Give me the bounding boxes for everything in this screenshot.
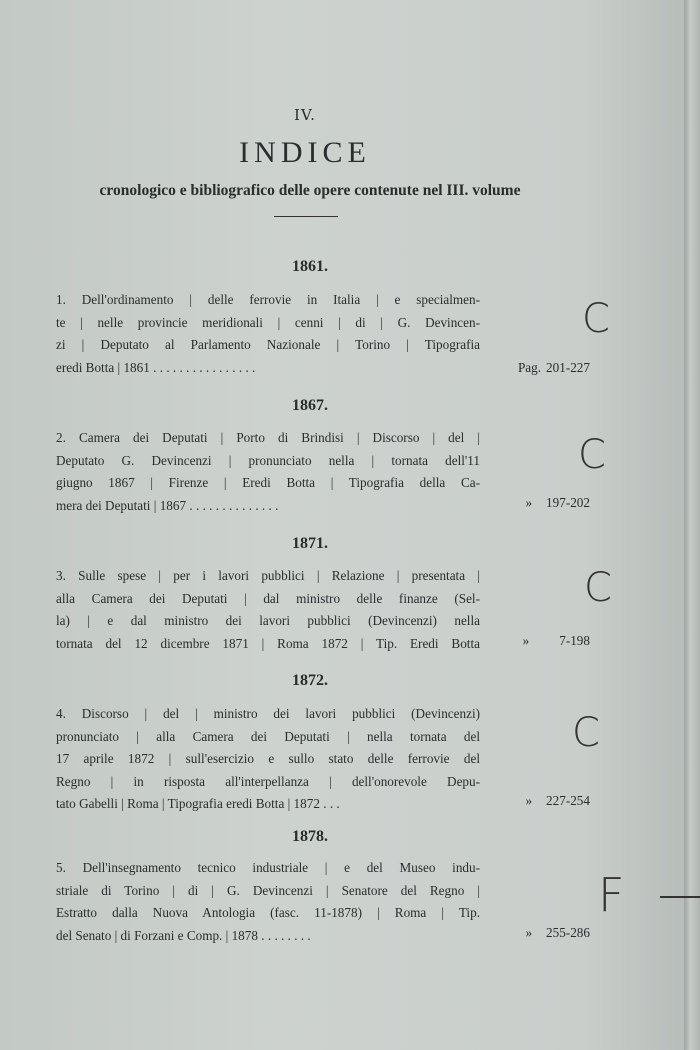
handwritten-mark: C — [572, 710, 600, 756]
year-heading: 1861. — [292, 258, 328, 275]
page-edge — [684, 0, 700, 1050]
entry-line: tornata del 12 dicembre 1871 | Roma 1872 | Tip. Eredi Botta — [56, 635, 480, 651]
handwritten-mark: C — [584, 565, 612, 611]
entry-line: 4. Discorso | del | ministro dei lavori pubblici (Devincenzi) — [56, 706, 480, 721]
entry-line: 2. Camera dei Deputati | Porto di Brindisi | Discorso | del | — [56, 430, 480, 445]
handwritten-dash — [660, 896, 700, 898]
page-range — [440, 793, 590, 809]
entry-line: del Senato | di Forzani e Comp. | 1878 . . . . . . . . — [56, 927, 311, 943]
index-entry — [56, 857, 480, 947]
entry-line: giugno 1867 | Firenze | Eredi Botta | Tipografia della Ca- — [56, 475, 480, 490]
entry-line: Regno | in risposta all'interpellanza | dell'onorevole Depu- — [56, 773, 480, 789]
handwritten-mark: F — [598, 868, 625, 922]
page-prefix: » — [525, 495, 533, 510]
page-prefix: » — [525, 793, 533, 808]
page-numbers: 7-198 — [559, 633, 590, 648]
entry-line: la) | e dal ministro dei lavori pubblici (Devincenzi) nella — [56, 613, 480, 628]
page-subtitle: cronologico e bibliografico delle opere contenute nel III. volume — [99, 182, 521, 199]
index-entry — [56, 565, 480, 655]
page-prefix: » — [525, 925, 533, 940]
year-heading: 1878. — [292, 828, 328, 845]
page-range — [440, 360, 590, 376]
page-title: INDICE — [239, 136, 371, 169]
handwritten-mark: C — [582, 296, 610, 342]
page-numbers: 197-202 — [546, 495, 590, 510]
entry-line: 1. Dell'ordinamento | delle ferrovie in Italia | e specialmen- — [56, 292, 480, 307]
entry-line: 17 aprile 1872 | sull'esercizio e sullo stato delle ferrovie del — [56, 751, 480, 766]
entry-line: mera dei Deputati | 1867 . . . . . . . . . . . . . . — [56, 497, 279, 513]
entry-line: zi | Deputato al Parlamento Nazionale | Torino | Tipografia — [56, 337, 480, 352]
page-numbers: 227-254 — [546, 793, 590, 808]
page-range — [440, 633, 590, 649]
entry-line: alla Camera dei Deputati | dal ministro delle finanze (Sel- — [56, 590, 480, 606]
entry-line: striale di Torino | di | G. Devincenzi | Senatore del Regno | — [56, 882, 480, 898]
page-prefix: » — [522, 633, 530, 648]
year-heading: 1872. — [292, 672, 328, 689]
entry-line: 5. Dell'insegnamento tecnico industriale | e del Museo indu- — [56, 860, 480, 875]
page-numbers: 255-286 — [546, 925, 590, 940]
entry-line: Estratto dalla Nuova Antologia (fasc. 11-1878) | Roma | Tip. — [56, 905, 480, 920]
index-entry — [56, 427, 480, 517]
entry-line: te | nelle provincie meridionali | cenni | di | G. Devincen- — [56, 314, 480, 330]
title-rule — [274, 216, 338, 217]
index-entry — [56, 289, 480, 379]
section-number: IV. — [294, 106, 316, 124]
index-entry — [56, 703, 480, 816]
handwritten-mark: C — [578, 432, 606, 478]
page-range — [440, 495, 590, 511]
year-heading: 1871. — [292, 535, 328, 552]
entry-line: Deputato G. Devincenzi | pronunciato nella | tornata dell'11 — [56, 452, 480, 468]
entry-line: eredi Botta | 1861 . . . . . . . . . . . . . . . . — [56, 359, 256, 375]
entry-line: pronunciato | alla Camera dei Deputati | nella tornata del — [56, 728, 480, 744]
page-range — [440, 925, 590, 941]
page-numbers: 201-227 — [546, 360, 590, 375]
entry-line: 3. Sulle spese | per i lavori pubblici | Relazione | presentata | — [56, 568, 480, 583]
year-heading: 1867. — [292, 397, 328, 414]
page-prefix: Pag. — [517, 360, 542, 375]
entry-line: tato Gabelli | Roma | Tipografia eredi Botta | 1872 . . . — [56, 796, 340, 811]
